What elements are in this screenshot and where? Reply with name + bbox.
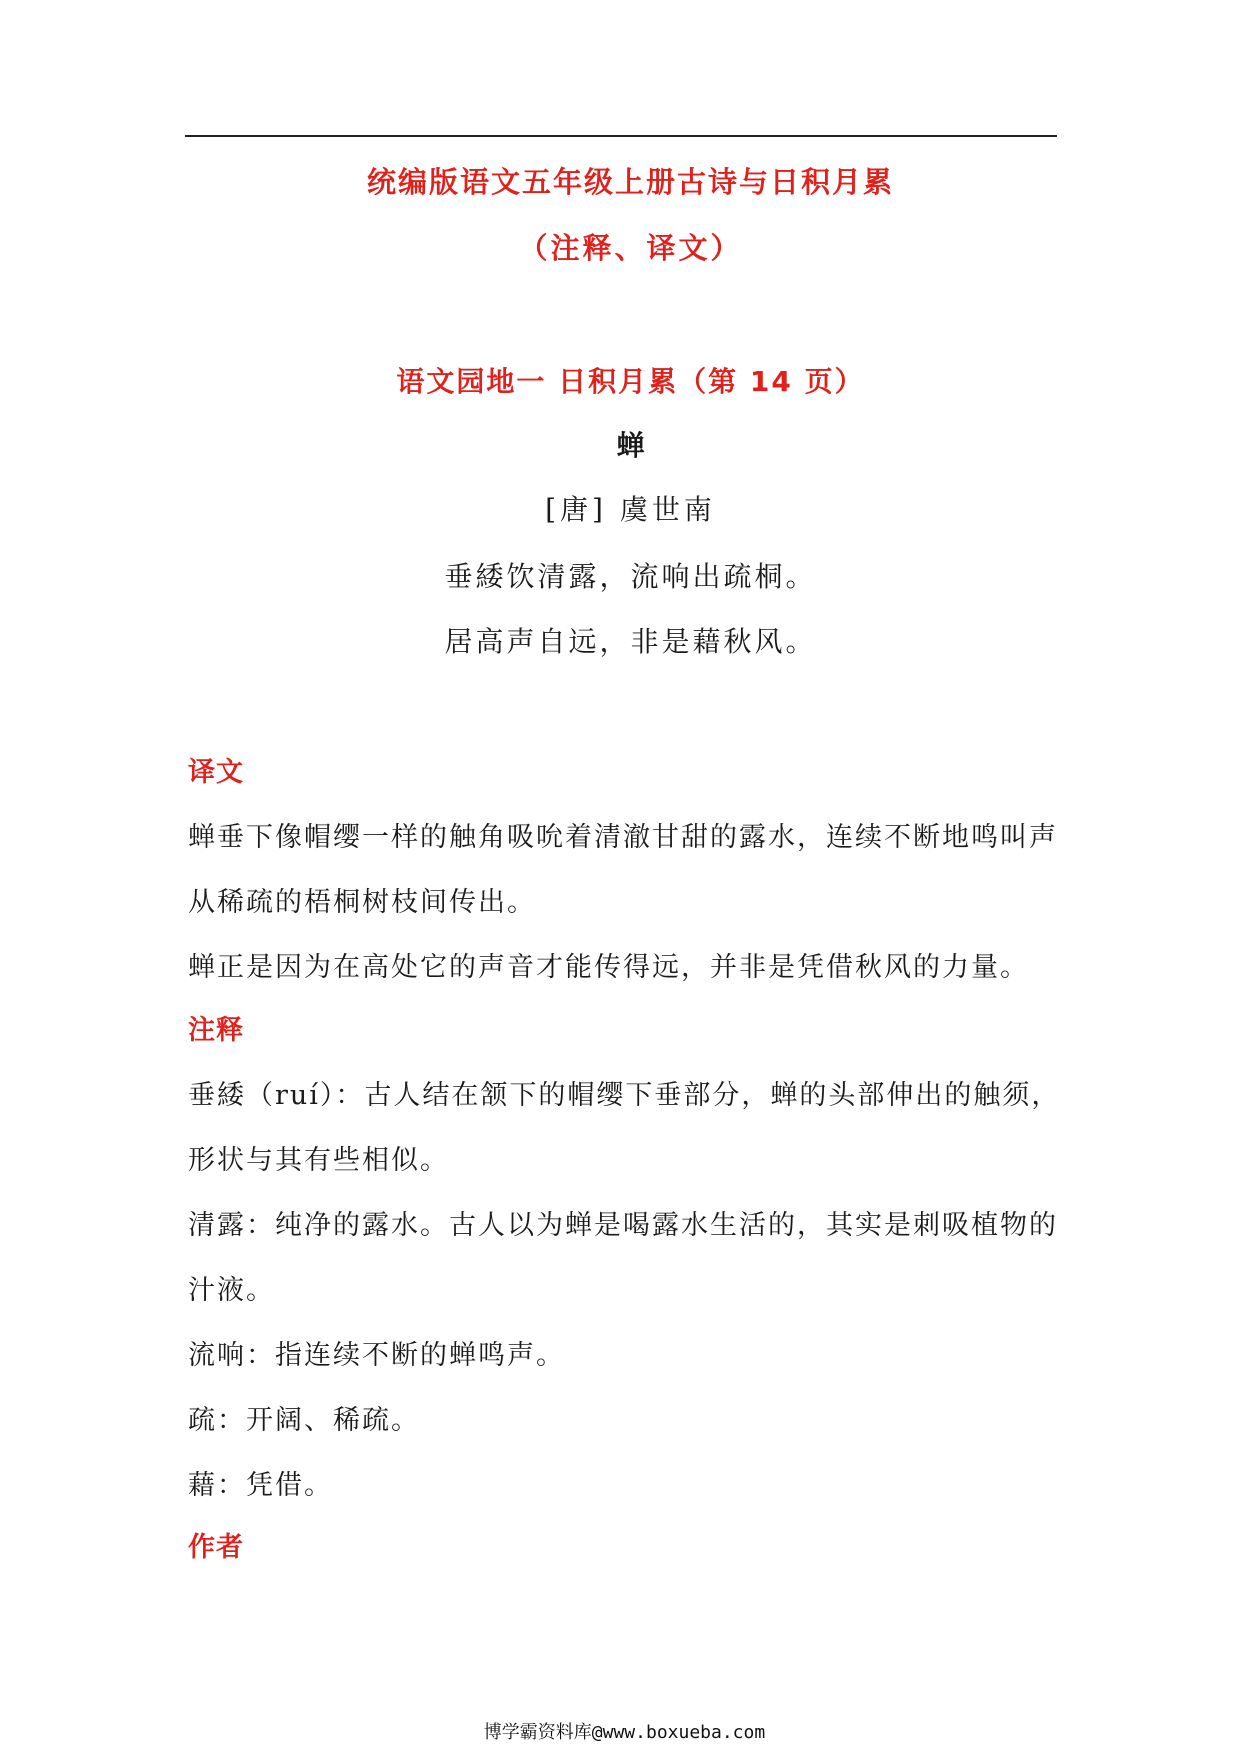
note-line: 流响：指连续不断的蝉鸣声。 [188,1340,565,1371]
translation-line: 蝉垂下像帽缨一样的触角吸吮着清澈甘甜的露水，连续不断地鸣叫声 [188,822,1058,853]
note-line: 形状与其有些相似。 [188,1145,449,1176]
document-title: 统编版语文五年级上册古诗与日积月累 [366,165,894,199]
note-line: 清露：纯净的露水。古人以为蝉是喝露水生活的，其实是刺吸植物的 [188,1210,1058,1241]
notes-heading: 注释 [188,1015,244,1046]
poem-author: [唐] 虞世南 [545,493,716,526]
note-line: 垂緌（ruí）：古人结在颔下的帽缨下垂部分，蝉的头部伸出的触须， [188,1080,1061,1111]
note-line: 藉：凭借。 [188,1470,333,1501]
footer-watermark: 博学霸资料库@www.boxueba.com [483,1722,766,1743]
note-line: 汁液。 [188,1275,275,1306]
top-divider [185,135,1057,137]
poem-line: 居高声自远，非是藉秋风。 [444,625,817,658]
poem-title: 蝉 [616,429,645,462]
note-line: 疏：开阔、稀疏。 [188,1405,420,1436]
translation-line: 从稀疏的梧桐树枝间传出。 [188,887,536,918]
translation-line: 蝉正是因为在高处它的声音才能传得远，并非是凭借秋风的力量。 [188,952,1029,983]
section-title: 语文园地一 日积月累（第 14 页） [396,365,865,398]
poem-line: 垂緌饮清露，流响出疏桐。 [444,560,817,593]
translation-heading: 译文 [188,757,244,788]
author-heading: 作者 [188,1532,244,1563]
document-subtitle: （注释、译文） [518,231,743,265]
